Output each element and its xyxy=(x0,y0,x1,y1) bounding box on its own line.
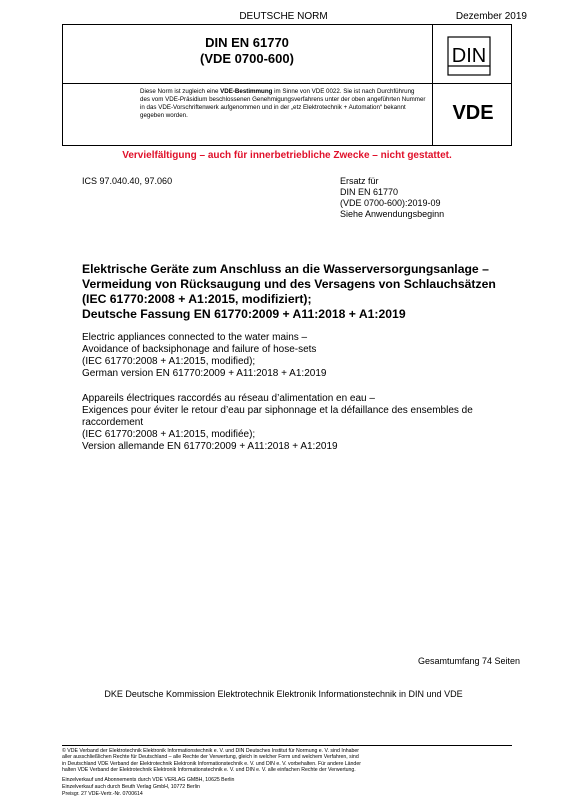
title-line: Version allemande EN 61770:2009 + A11:2018 + A1:2019 xyxy=(82,441,338,452)
copyright-line: halten VDE Verband der Elektrotechnik Elektronik Informationstechnik e. V. und DIN e. V. alle einfachen Rechte der Verwertung. xyxy=(62,767,356,774)
title-english xyxy=(82,332,522,380)
title-line: Elektrische Geräte zum Anschluss an die Wasserversorgungsanlage – xyxy=(82,262,489,276)
price-group: Preisgr. 27 VDE-Vertr.-Nr. 0700614 xyxy=(62,791,143,797)
total-pages: Gesamtumfang 74 Seiten xyxy=(417,656,520,666)
title-line: (IEC 61770:2008 + A1:2015, modifiée); xyxy=(82,429,256,440)
copyright-line: aller ausschließlichen Rechte für Deutschland – alle Rechte der Verwertung, gleich in welcher Form und welchem Verfahren, sind xyxy=(62,754,359,761)
title-line: raccordement xyxy=(82,417,144,428)
vde-note xyxy=(140,88,426,120)
replacement-line: DIN EN 61770 xyxy=(340,187,399,197)
din-logo xyxy=(447,36,491,76)
vde-classification-number: (VDE 0700-600) xyxy=(200,51,294,66)
vde-note-bold: VDE-Bestimmung xyxy=(220,88,273,95)
replacement-info xyxy=(340,176,444,220)
publication-date: Dezember 2019 xyxy=(455,11,527,22)
sales-info: Einzelverkauf und Abonnements durch VDE VERLAG GMBH, 10625 Berlin xyxy=(62,777,235,783)
title-line: (IEC 61770:2008 + A1:2015, modified); xyxy=(82,356,256,367)
dke-line: DKE Deutsche Kommission Elektrotechnik Elektronik Informationstechnik in DIN und VDE xyxy=(104,689,463,699)
vde-logo xyxy=(444,101,502,123)
title-line: German version EN 61770:2009 + A11:2018 + A1:2019 xyxy=(82,368,327,379)
vde-note-post: im Sinne von VDE 0022. Sie ist nach Durchführung des vom VDE-Präsidium beschlossenen Genehmigungsverfahrens unter der oben angeführten Nummer in das VDE-Vorschriftenwerk aufgenommen und in der „etz Elektrotechnik + Automation“ bekannt gegeben worden. xyxy=(140,88,426,119)
header-divider-vertical xyxy=(432,24,433,146)
copyright-line: © VDE Verband der Elektrotechnik Elektronik Informationstechnik e. V. und DIN Deutsches Institut für Normung e. V. sind Inhaber xyxy=(62,748,359,754)
title-line: Exigences pour éviter le retour d’eau par siphonnage et la défaillance des ensembles de xyxy=(82,405,473,416)
title-line: Deutsche Fassung EN 61770:2009 + A11:2018 + A1:2019 xyxy=(82,307,406,321)
din-logo-text: DIN xyxy=(451,45,487,67)
title-line: Vermeidung von Rücksaugung und des Versagens von Schlauchsätzen xyxy=(82,277,496,291)
copyright-notice xyxy=(62,748,522,774)
title-french xyxy=(82,393,522,453)
vde-note-pre: Diese Norm ist zugleich eine xyxy=(140,88,221,95)
copyright-line: in Deutschland VDE Verband der Elektrotechnik Elektronik Informationstechnik e. V. und DIN e. V. vorbehalten. Für andere Länder xyxy=(62,760,361,767)
title-line: Avoidance of backsiphonage and failure of hose-sets xyxy=(82,344,317,355)
replacement-line: (VDE 0700-600):2019-09 xyxy=(340,198,441,208)
replacement-line: Ersatz für xyxy=(340,176,379,186)
document-type-label: DEUTSCHE NORM xyxy=(239,11,328,22)
footer-divider xyxy=(62,745,512,746)
standard-number: DIN EN 61770 xyxy=(205,35,289,50)
title-line: Electric appliances connected to the water mains – xyxy=(82,332,308,343)
reproduction-warning: Vervielfältigung – auch für innerbetriebliche Zwecke – nicht gestattet. xyxy=(122,150,452,161)
title-line: Appareils électriques raccordés au réseau d’alimentation en eau – xyxy=(82,393,375,404)
sales-info: Einzelverkauf auch durch Beuth Verlag GmbH, 10772 Berlin xyxy=(62,784,200,790)
title-line: (IEC 61770:2008 + A1:2015, modifiziert); xyxy=(82,292,312,306)
title-german xyxy=(82,262,522,322)
header-divider-horizontal xyxy=(62,83,512,84)
vde-logo-text: VDE xyxy=(452,102,494,123)
ics-code: ICS 97.040.40, 97.060 xyxy=(82,176,173,186)
replacement-line: Siehe Anwendungsbeginn xyxy=(340,209,445,219)
